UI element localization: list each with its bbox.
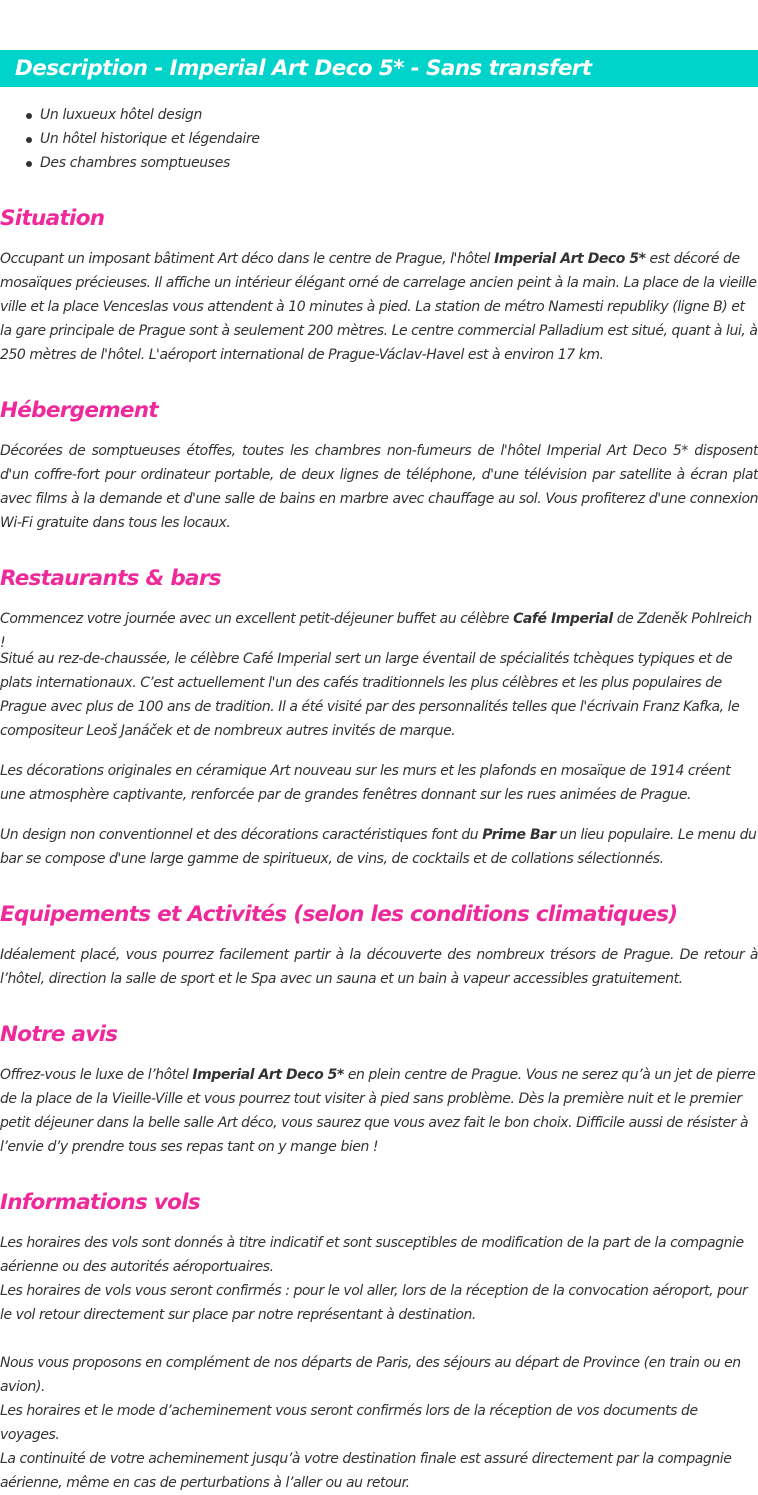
bullet-icon	[26, 137, 32, 143]
equipements-heading: Equipements et Activités (selon les conditions climatiques)	[0, 902, 678, 927]
highlights-list	[0, 103, 260, 175]
highlight-item	[0, 103, 260, 127]
equipements-paragraph: Idéalement placé, vous pourrez facilement partir à la découverte des nombreux trésors de Prague. De retour à l’hôtel, direction la salle de sport et le Spa avec un sauna et un bain à vapeur accessibles gratuitement.	[0, 947, 758, 987]
highlight-item	[0, 127, 260, 151]
bar-name: Prime Bar	[482, 827, 556, 843]
hebergement-paragraph: Décorées de somptueuses étoffes, toutes les chambres non-fumeurs de l'hôtel Imperial Art Deco 5* disposent d'un coffre-fort pour ordinateur portable, de deux lignes de téléphone, d'une télévision par satellite à écran plat avec films à la demande et d'une salle de bains en marbre avec chauffage au sol. Vous profiterez d'une connexion Wi-Fi gratuite dans tous les locaux.	[0, 443, 758, 531]
bullet-icon	[26, 161, 32, 167]
highlight-text: Un luxueux hôtel design	[40, 107, 202, 123]
cafe-name: Café Imperial	[513, 611, 613, 627]
restaurants-paragraph-2: Situé au rez-de-chaussée, le célèbre Café Imperial sert un large éventail de spécialités tchèques typiques et de plats internationaux. C’est actuellement l'un des cafés traditionnels les plus célèbres et les plus populaires de Prague avec plus de 100 ans de tradition. Il a été visité par des personnalités telles que l'écrivain Franz Kafka, le compositeur Leoš Janáček et de nombreux autres invités de marque.	[0, 651, 740, 739]
vols-text-1: Les horaires des vols sont donnés à titre indicatif et sont susceptibles de modification de la part de la compagnie aérienne ou des autorités aéroportuaires. Les horaires de vols vous seront confirmés : pour le vol aller, lors de la réception de la convocation aéroport, pour le vol retour directement sur place par notre représentant à destination.	[0, 1235, 748, 1323]
restaurants-heading: Restaurants & bars	[0, 566, 221, 591]
avis-paragraph: Offrez-vous le luxe de l’hôtel Imperial Art Deco 5* en plein centre de Prague. Vous ne serez qu’à un jet de pierre de la place de la Vieille-Ville et vous pourrez tout visiter à pied sans problème. Dès la première nuit et le premier petit déjeuner dans la belle salle Art déco, vous saurez que vous avez fait le bon choix. Difficile aussi de résister à l’envie d’y prendre tous ses repas tant on y mange bien !	[0, 1067, 756, 1155]
hotel-name: Imperial Art Deco 5*	[192, 1067, 344, 1083]
restaurants-paragraph-4: Un design non conventionnel et des décorations caractéristiques font du Prime Bar un lieu populaire. Le menu du bar se compose d'une large gamme de spiritueux, de vins, de cocktails et de collations sélectionnés.	[0, 827, 757, 867]
highlight-text: Des chambres somptueuses	[40, 155, 230, 171]
highlight-item	[0, 151, 260, 175]
bullet-icon	[26, 113, 32, 119]
vols-text-2: Nous vous proposons en complément de nos départs de Paris, des séjours au départ de Province (en train ou en avion). Les horaires et le mode d’acheminement vous seront confirmés lors de la réception de vos documents de voyages. La continuité de votre acheminement jusqu’à votre destination finale est assuré directement par la compagnie aérienne, même en cas de perturbations à l’aller ou au retour.	[0, 1355, 741, 1491]
situation-paragraph: Occupant un imposant bâtiment Art déco dans le centre de Prague, l'hôtel Imperial Art Deco 5* est décoré de mosaïques précieuses. Il affiche un intérieur élégant orné de carrelage ancien peint à la main. La place de la vieille ville et la place Venceslas vous attendent à 10 minutes à pied. La station de métro Namesti republiky (ligne B) et la gare principale de Prague sont à seulement 200 mètres. Le centre commercial Palladium est situé, quant à lui, à 250 mètres de l'hôtel. L'aéroport international de Prague-Václav-Havel est à environ 17 km.	[0, 251, 758, 363]
hotel-name: Imperial Art Deco 5*	[494, 251, 646, 267]
situation-heading: Situation	[0, 206, 105, 231]
restaurants-paragraph-3: Les décorations originales en céramique Art nouveau sur les murs et les plafonds en mosaïque de 1914 créent une atmosphère captivante, renforcée par de grandes fenêtres donnant sur les rues animées de Prague.	[0, 763, 731, 803]
avis-heading: Notre avis	[0, 1022, 118, 1047]
vols-heading: Informations vols	[0, 1190, 201, 1215]
description-title-banner: Description - Imperial Art Deco 5* - Sans transfert	[0, 50, 758, 87]
hebergement-heading: Hébergement	[0, 398, 158, 423]
highlight-text: Un hôtel historique et légendaire	[40, 131, 260, 147]
restaurants-paragraph-1: Commencez votre journée avec un excellent petit-déjeuner buffet au célèbre Café Imperial de Zdeněk Pohlreich !	[0, 611, 752, 651]
